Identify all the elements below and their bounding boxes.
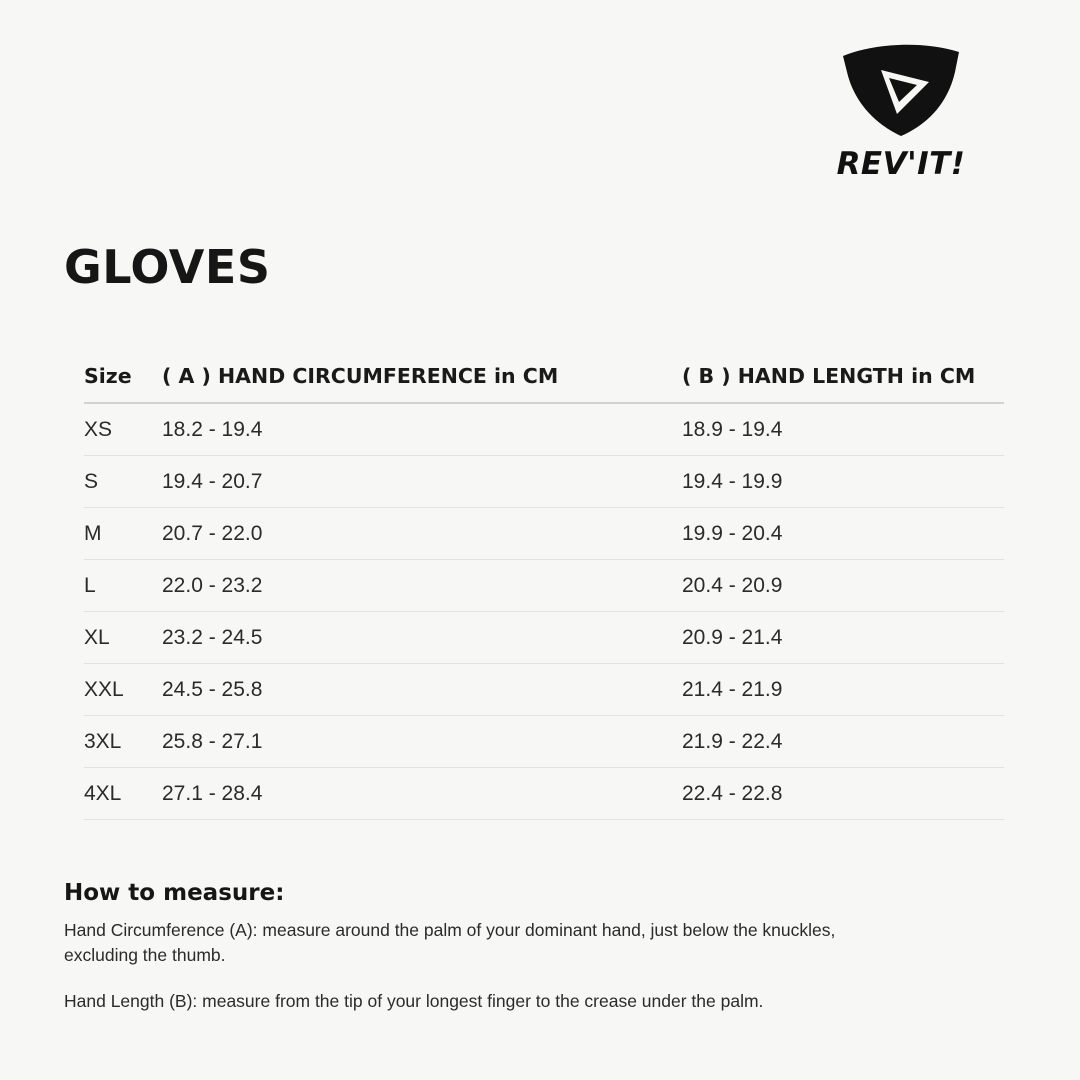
- cell-size: L: [84, 560, 162, 612]
- table-row: [84, 508, 1004, 560]
- cell-size: M: [84, 508, 162, 560]
- cell-hand-circumference: 23.2 - 24.5: [162, 612, 682, 664]
- brand-logo: [806, 42, 996, 182]
- revit-shield-logo-icon: [837, 42, 965, 138]
- table-row: [84, 612, 1004, 664]
- brand-wordmark: REV'IT!: [836, 146, 966, 182]
- cell-hand-length: 18.9 - 19.4: [682, 403, 1004, 456]
- cell-hand-circumference: 20.7 - 22.0: [162, 508, 682, 560]
- cell-hand-circumference: 18.2 - 19.4: [162, 403, 682, 456]
- table-row: [84, 403, 1004, 456]
- column-header-size: Size: [84, 364, 162, 403]
- how-to-measure-circumference: Hand Circumference (A): measure around the palm of your dominant hand, just below the knuckles, excluding the thumb.: [64, 920, 836, 966]
- how-to-measure-length: Hand Length (B): measure from the tip of your longest finger to the crease under the palm.: [64, 990, 764, 1011]
- table-header: [84, 364, 1004, 403]
- table-body: [84, 403, 1004, 820]
- cell-size: 3XL: [84, 716, 162, 768]
- cell-size: S: [84, 456, 162, 508]
- cell-hand-length: 20.4 - 20.9: [682, 560, 1004, 612]
- cell-hand-circumference: 27.1 - 28.4: [162, 768, 682, 820]
- cell-hand-length: 20.9 - 21.4: [682, 612, 1004, 664]
- cell-size: 4XL: [84, 768, 162, 820]
- table-header-row: [84, 364, 1004, 403]
- column-header-hand-circumference: ( A ) HAND CIRCUMFERENCE in CM: [162, 364, 682, 403]
- page-title: GLOVES: [64, 240, 271, 294]
- how-to-measure-title: How to measure:: [64, 880, 285, 906]
- cell-hand-circumference: 24.5 - 25.8: [162, 664, 682, 716]
- table-row: [84, 664, 1004, 716]
- cell-hand-length: 22.4 - 22.8: [682, 768, 1004, 820]
- table-row: [84, 560, 1004, 612]
- how-to-measure-section: [64, 880, 964, 1014]
- table-row: [84, 716, 1004, 768]
- cell-hand-circumference: 22.0 - 23.2: [162, 560, 682, 612]
- table-row: [84, 456, 1004, 508]
- cell-hand-circumference: 25.8 - 27.1: [162, 716, 682, 768]
- cell-hand-length: 21.4 - 21.9: [682, 664, 1004, 716]
- cell-size: XXL: [84, 664, 162, 716]
- table-row: [84, 768, 1004, 820]
- cell-size: XS: [84, 403, 162, 456]
- size-table: [84, 364, 1004, 820]
- size-chart: [84, 364, 1004, 820]
- column-header-hand-length: ( B ) HAND LENGTH in CM: [682, 364, 1004, 403]
- cell-hand-length: 21.9 - 22.4: [682, 716, 1004, 768]
- cell-hand-length: 19.9 - 20.4: [682, 508, 1004, 560]
- cell-size: XL: [84, 612, 162, 664]
- cell-hand-length: 19.4 - 19.9: [682, 456, 1004, 508]
- cell-hand-circumference: 19.4 - 20.7: [162, 456, 682, 508]
